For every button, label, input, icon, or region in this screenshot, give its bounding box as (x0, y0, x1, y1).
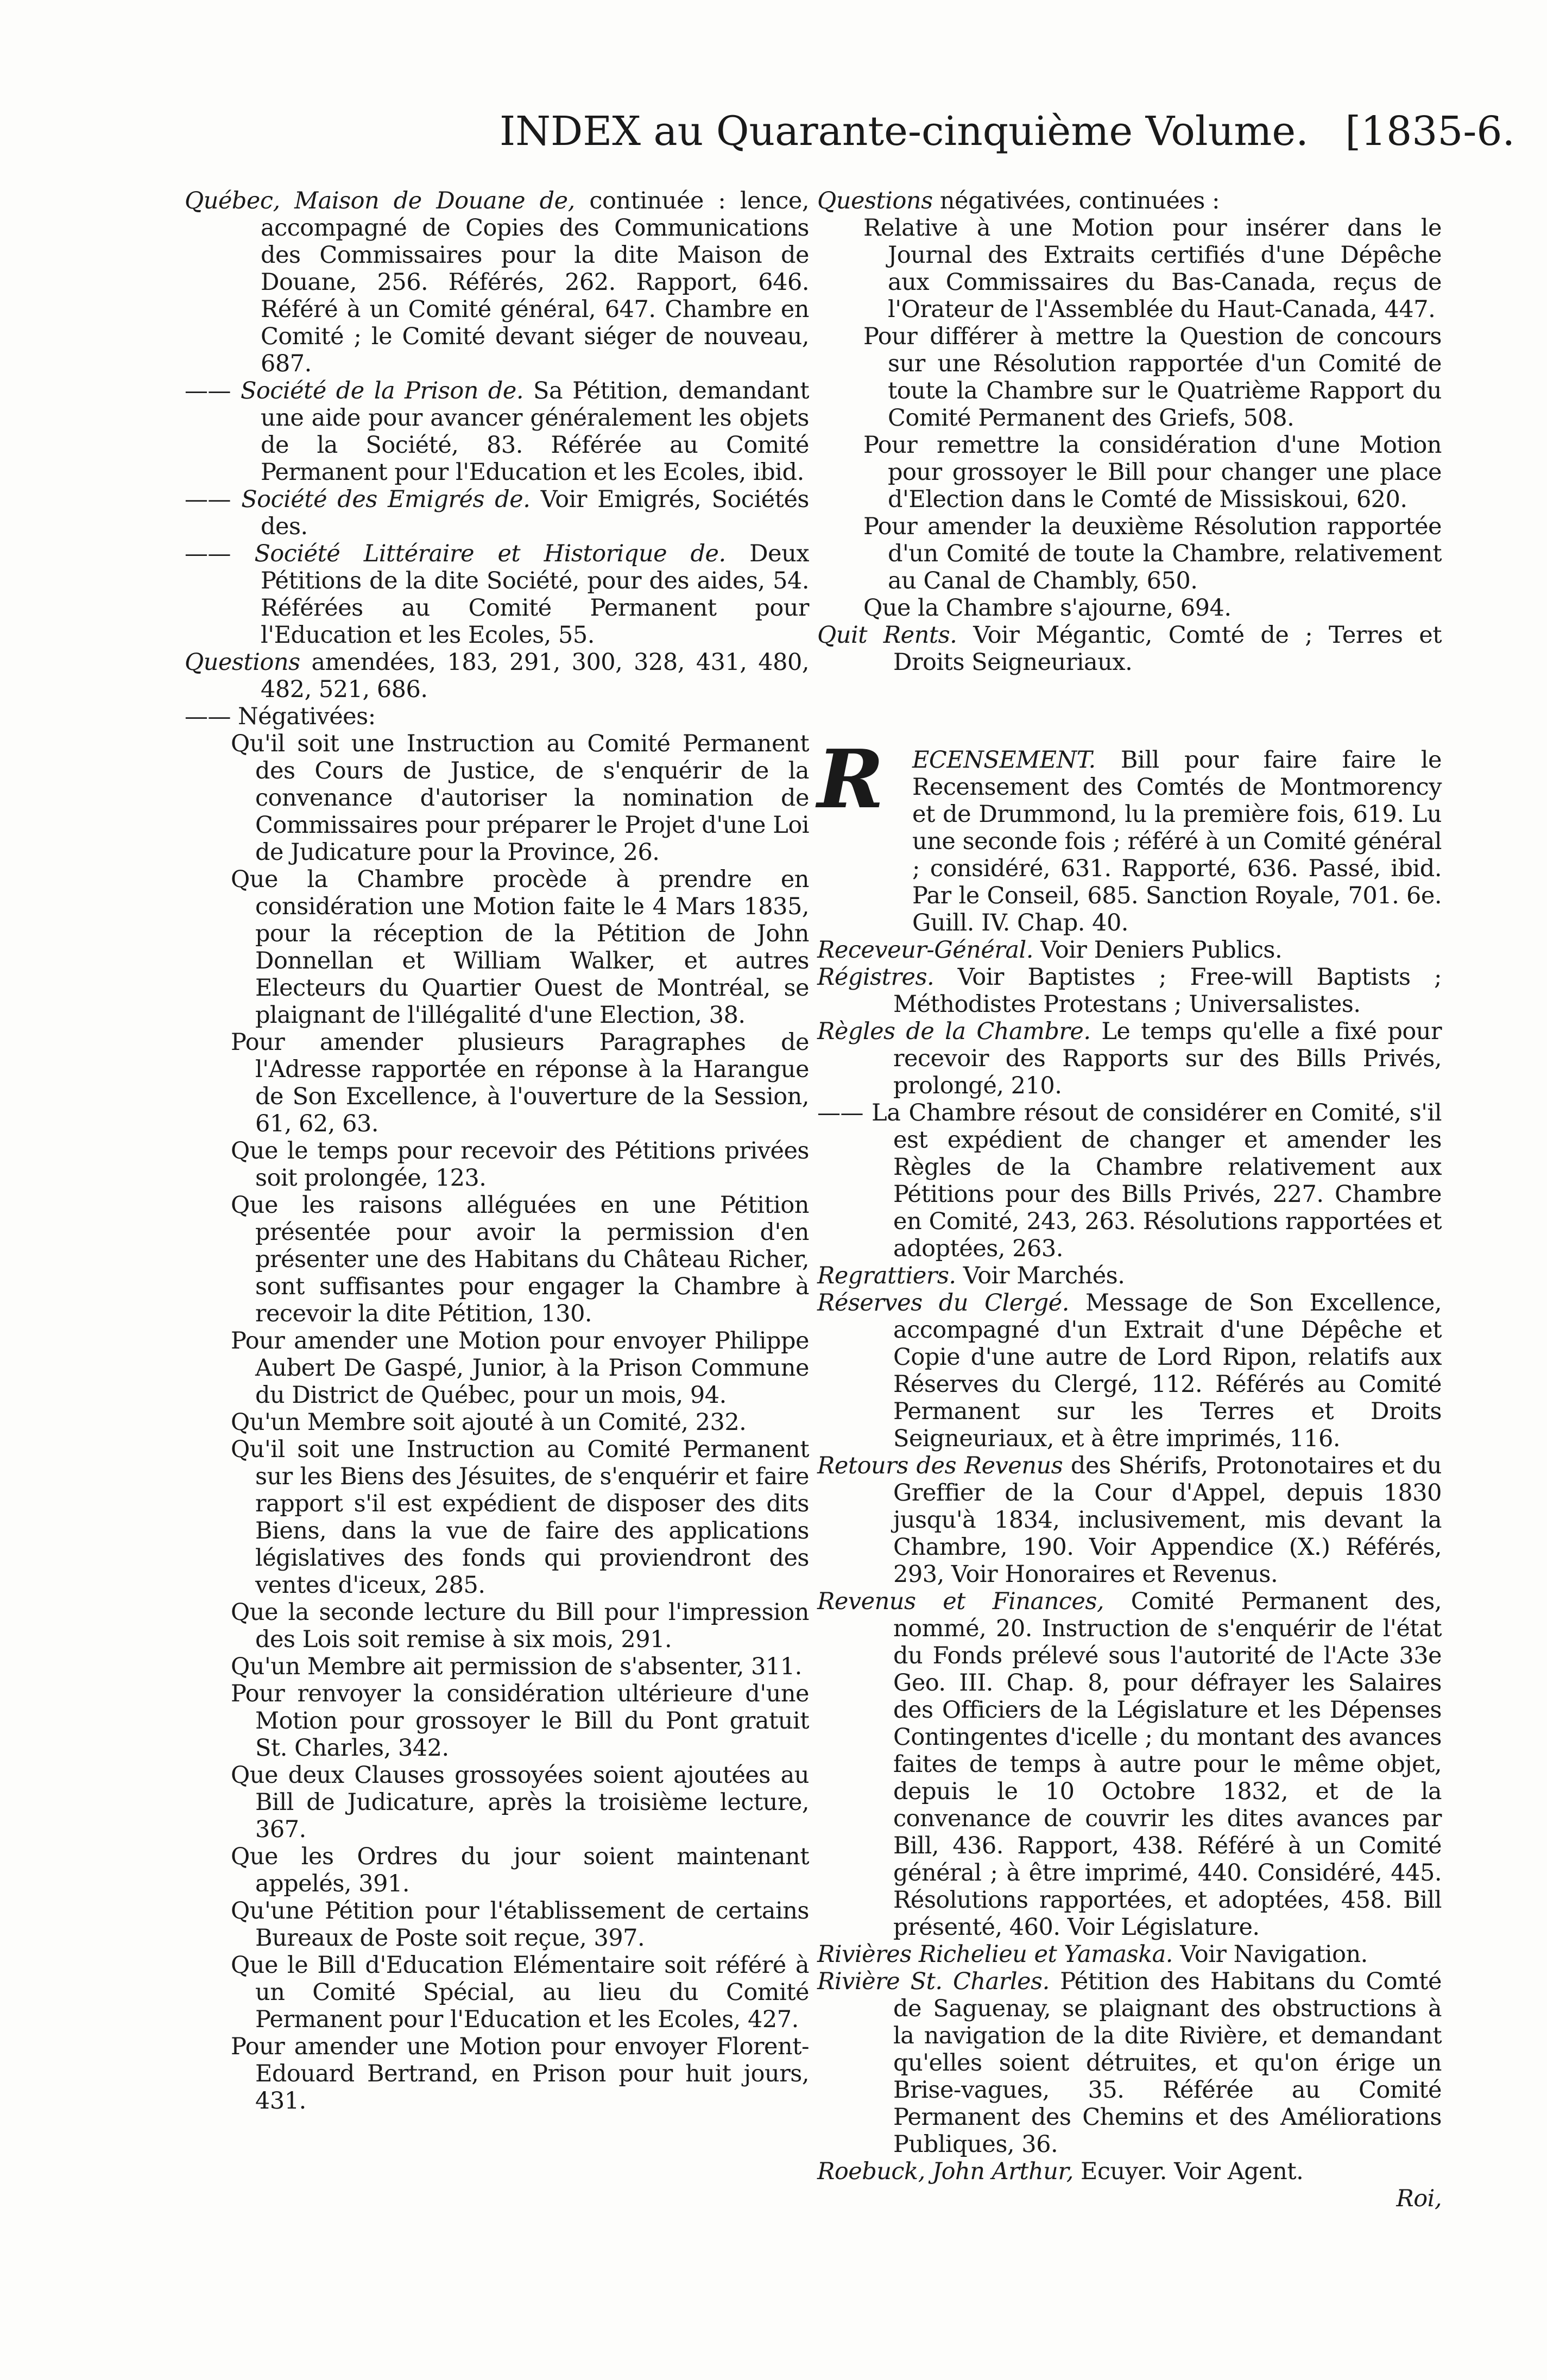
entry-heading: Régistres. (817, 964, 934, 991)
entry-text: Le temps qu'elle a fixé pour recevoir des Rapports sur des Bills Privés, prolongé, 210. (893, 1018, 1442, 1099)
index-entry (817, 622, 1442, 676)
entry-text: Voir Baptistes ; Free-will Baptists ; Méthodistes Protestans ; Universalistes. (893, 964, 1442, 1018)
entry-heading: Rivière St. Charles. (817, 1968, 1050, 1995)
list-item: Que le temps pour recevoir des Pétitions privées soit prolongée, 123. (231, 1137, 809, 1192)
entry-heading: Revenus et Finances, (817, 1588, 1104, 1615)
right-column (817, 187, 1442, 2212)
entry-text: Ecuyer. Voir Agent. (1081, 2158, 1304, 2185)
entry-heading: Règles de la Chambre. (817, 1018, 1091, 1045)
entry-heading: Regrattiers. (817, 1262, 956, 1289)
section-gap (817, 676, 1442, 746)
entry-text: Voir Mégantic, Comté de ; Terres et Droits Seigneuriaux. (893, 622, 1442, 676)
entry-heading: Roebuck, John Arthur, (817, 2158, 1074, 2185)
index-entry (817, 1941, 1442, 1968)
list-item: Que la Chambre procède à prendre en considération une Motion faite le 4 Mars 1835, pour la réception de la Pétition de John Donnellan et William Walker, et autres Electeurs du Quartier Ouest de Montréal, se plaignant de l'illégalité d'une Election, 38. (231, 866, 809, 1029)
entry-text: La Chambre résout de considérer en Comité, s'il est expédient de changer et amender les Règles de la Chambre relativement aux Pétitions pour des Bills Privés, 227. Chambre en Comité, 243, 263. Résolutions rapportées et adoptées, 263. (872, 1099, 1442, 1262)
sub-entry (185, 486, 809, 540)
entry-heading: Retours des Revenus (817, 1452, 1063, 1479)
entry-heading: Société de la Prison de. (240, 377, 524, 404)
list-item: Qu'il soit une Instruction au Comité Permanent des Cours de Justice, de s'enquérir de la convenance d'autoriser la nomination de Commissaires pour préparer le Projet d'une Loi de Judicature pour la Province, 26. (231, 730, 809, 866)
list-item: Qu'un Membre ait permission de s'absenter, 311. (231, 1653, 802, 1680)
index-entry (817, 1588, 1442, 1941)
entry-text: Pétition des Habitans du Comté de Saguenay, se plaignant des obstructions à la navigation de la dite Rivière, et demandant qu'elles soient détruites, et qu'on érige un Brise-vagues, 35. Référée au Comité Permanent des Chemins et des Améliorations Publiques, 36. (893, 1968, 1442, 2158)
sub-entry (185, 540, 809, 649)
index-entry (817, 1968, 1442, 2158)
entry-text: Voir Marchés. (963, 1262, 1125, 1289)
list-item: Qu'un Membre soit ajouté à un Comité, 232. (231, 1409, 747, 1436)
index-entry (817, 1452, 1442, 1588)
sub-entry (185, 377, 809, 486)
entry-text: Sa Pétition, demandant une aide pour avancer généralement les objets de la Société, 83. Référée au Comité Permanent pour l'Education et les Ecoles, ibid. (261, 377, 810, 486)
index-entry (817, 187, 1442, 214)
list-item: Que les Ordres du jour soient maintenant appelés, 391. (231, 1843, 809, 1897)
entry-heading: Receveur-Général. (817, 936, 1033, 964)
entry-heading: Quit Rents. (817, 622, 957, 649)
catchword: Roi, (1396, 2185, 1442, 2212)
index-entry (817, 2158, 1442, 2185)
entry-text: Voir Deniers Publics. (1040, 936, 1283, 964)
list-item: Que le Bill d'Education Elémentaire soit référé à un Comité Spécial, au lieu du Comité Permanent pour l'Education et les Ecoles, 427. (231, 1952, 809, 2033)
entry-heading: Négativées: (238, 703, 376, 730)
list-item: Que la seconde lecture du Bill pour l'impression des Lois soit remise à six mois, 291. (231, 1599, 809, 1653)
entry-heading: Société des Emigrés de. (241, 486, 531, 513)
entry-text: Voir Emigrés, Sociétés des. (261, 486, 809, 540)
drop-capital: R (817, 732, 884, 826)
index-entry (817, 1018, 1442, 1099)
list-item: Que la Chambre s'ajourne, 694. (863, 594, 1232, 622)
sub-entry (185, 703, 809, 730)
running-year: [1835-6. (1345, 108, 1515, 155)
index-entry (817, 1289, 1442, 1452)
entry-heading: ECENSEMENT. (912, 746, 1096, 774)
index-entry (185, 649, 809, 703)
entry-text: Message de Son Excellence, accompagné d'un Extrait d'une Dépêche et Copie d'une autre de Lord Ripon, relatifs aux Réserves du Clergé, 112. Référés au Comité Permanent sur les Terres et Droits Seigneuriaux, et à être imprimés, 116. (893, 1289, 1442, 1452)
list-item: Qu'une Pétition pour l'établissement de certains Bureaux de Poste soit reçue, 397. (231, 1897, 809, 1952)
list-item: Pour amender une Motion pour envoyer Philippe Aubert De Gaspé, Junior, à la Prison Commune du District de Québec, pour un mois, 94. (231, 1327, 809, 1409)
list-item: Pour amender une Motion pour envoyer Florent-Edouard Bertrand, en Prison pour huit jours, 431. (231, 2033, 809, 2115)
list-item: Relative à une Motion pour insérer dans le Journal des Extraits certifiés d'une Dépêche aux Commissaires du Bas-Canada, reçus de l'Orateur de l'Assemblée du Haut-Canada, 447. (863, 214, 1442, 323)
section-start-entry (817, 732, 1442, 936)
entry-text: Voir Navigation. (1180, 1941, 1368, 1968)
entry-text: Comité Permanent des, nommé, 20. Instruction de s'enquérir de l'état du Fonds prélevé sous l'autorité de l'Acte 33e Geo. III. Chap. 8, pour défrayer les Salaires des Officiers de la Législature et les Dépenses Contingentes d'icelle ; du montant des avances faites de temps à autre pour le même objet, depuis le 10 Octobre 1832, et de la convenance de couvrir les dites avances par Bill, 436. Rapport, 438. Référé à un Comité général ; à être imprimé, 440. Considéré, 445. Résolutions rapportées, et adoptées, 458. Bill présenté, 460. Voir Législature. (893, 1588, 1442, 1941)
entry-text: négativées, continuées : (939, 187, 1220, 214)
entry-heading: Rivières Richelieu et Yamaska. (817, 1941, 1173, 1968)
list-item: Que les raisons alléguées en une Pétition présentée pour avoir la permission d'en présenter une des Habitans du Château Richer, sont suffisantes pour engager la Chambre à recevoir la dite Pétition, 130. (231, 1192, 809, 1327)
entry-heading: Société Littéraire et Historique de. (254, 540, 726, 567)
entry-text: Bill pour faire faire le Recensement des Comtés de Montmorency et de Drummond, lu la première fois, 619. Lu une seconde fois ; référé à un Comité général ; considéré, 631. Rapporté, 636. Passé, ibid. Par le Conseil, 685. Sanction Royale, 701. 6e. Guill. IV. Chap. 40. (912, 746, 1442, 936)
list-item: Pour différer à mettre la Question de concours sur une Résolution rapportée d'un Comité de toute la Chambre sur le Quatrième Rapport du Comité Permanent des Griefs, 508. (863, 323, 1442, 432)
index-entry (817, 936, 1442, 964)
list-item: Pour remettre la considération d'une Motion pour grossoyer le Bill pour changer une place d'Election dans le Comté de Missiskoui, 620. (863, 432, 1442, 513)
index-entry (817, 1262, 1442, 1289)
entry-heading: Réserves du Clergé. (817, 1289, 1069, 1316)
sub-entry (817, 1099, 1442, 1262)
entry-heading: Québec, Maison de Douane de, (185, 187, 575, 214)
left-column (185, 187, 809, 2115)
page-header (472, 108, 1515, 171)
entry-text: des Shérifs, Protonotaires et du Greffier de la Cour d'Appel, depuis 1830 jusqu'à 1834, inclusivement, mis devant la Chambre, 190. Voir Appendice (X.) Référés, 293, Voir Honoraires et Revenus. (893, 1452, 1442, 1588)
index-entry (185, 187, 809, 377)
list-item: Pour amender plusieurs Paragraphes de l'Adresse rapportée en réponse à la Harangue de Son Excellence, à l'ouverture de la Session, 61, 62, 63. (231, 1029, 809, 1137)
list-item: Pour renvoyer la considération ultérieure d'une Motion pour grossoyer le Bill du Pont gratuit St. Charles, 342. (231, 1680, 809, 1762)
index-entry (817, 964, 1442, 1018)
entry-text: continuée : lence, accompagné de Copies des Communications des Commissaires pour la dite Maison de Douane, 256. Référés, 262. Rapport, 646. Référé à un Comité général, 647. Chambre en Comité ; le Comité devant siéger de nouveau, 687. (261, 187, 809, 377)
entry-text: Deux Pétitions de la dite Société, pour des aides, 54. Référées au Comité Permanent pour l'Education et les Ecoles, 55. (261, 540, 810, 649)
running-title: INDEX au Quarante-cinquième Volume. (500, 108, 1309, 155)
list-item: Pour amender la deuxième Résolution rapportée d'un Comité de toute la Chambre, relativement au Canal de Chambly, 650. (863, 513, 1442, 594)
entry-text: amendées, 183, 291, 300, 328, 431, 480, 482, 521, 686. (261, 649, 809, 703)
entry-heading: Questions (817, 187, 933, 214)
list-item: Qu'il soit une Instruction au Comité Permanent sur les Biens des Jésuites, de s'enquérir et faire rapport s'il est expédient de disposer des dits Biens, dans la vue de faire des applications législatives des fonds qui proviendront des ventes d'iceux, 285. (231, 1436, 809, 1599)
entry-heading: Questions (185, 649, 300, 676)
list-item: Que deux Clauses grossoyées soient ajoutées au Bill de Judicature, après la troisième lecture, 367. (231, 1762, 809, 1843)
